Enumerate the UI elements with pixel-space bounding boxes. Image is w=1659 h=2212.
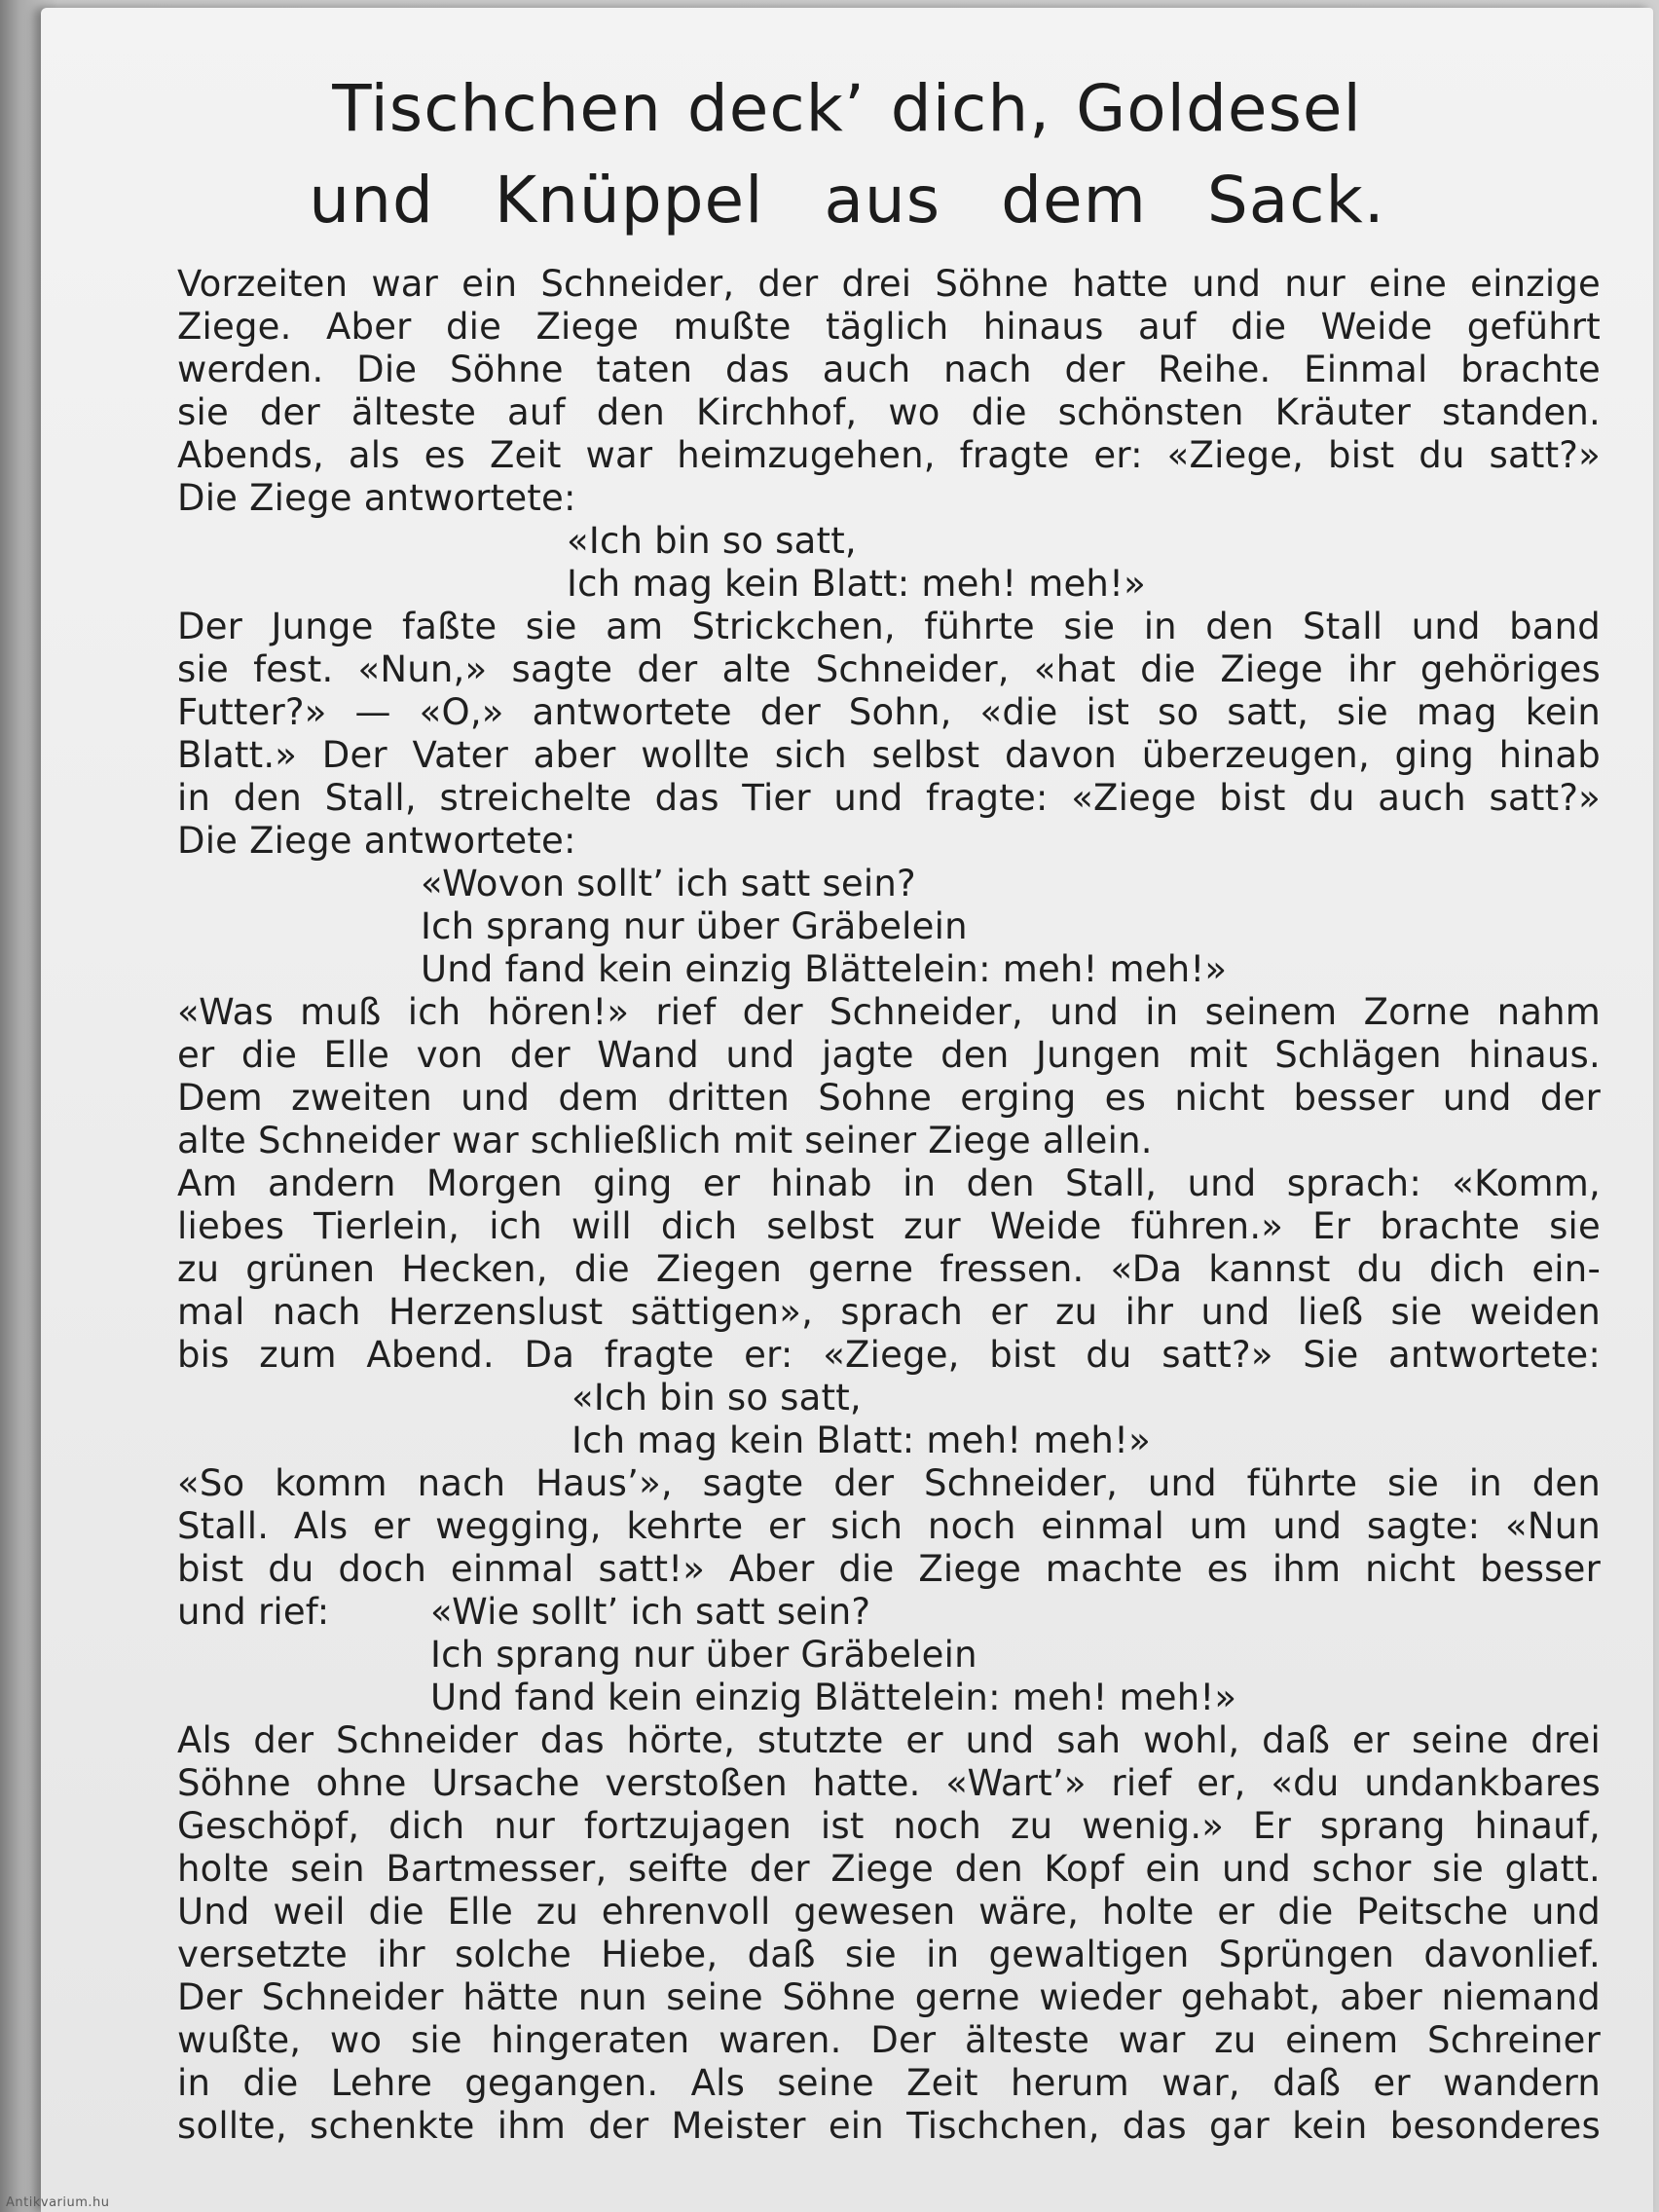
- text-line: Der Schneider hätte nun seine Söhne gerne wieder gehabt, aber niemand: [177, 1976, 1601, 2018]
- watermark: Antikvarium.hu: [6, 2195, 110, 2210]
- text-line: sie der älteste auf den Kirchhof, wo die schönsten Kräuter standen.: [177, 391, 1601, 433]
- text-line: Vorzeiten war ein Schneider, der drei Söhne hatte und nur eine einzige: [177, 263, 1601, 305]
- text-line: und rief:: [177, 1591, 330, 1633]
- text-line: er die Elle von der Wand und jagte den Jungen mit Schlägen hinaus.: [177, 1034, 1601, 1076]
- verse-line: Ich mag kein Blatt: meh! meh!»: [567, 563, 1146, 605]
- text-line: Blatt.» Der Vater aber wollte sich selbst davon überzeugen, ging hinab: [177, 734, 1601, 776]
- text-line: Futter?» — «O,» antwortete der Sohn, «die ist so satt, sie mag kein: [177, 691, 1601, 733]
- text-line: liebes Tierlein, ich will dich selbst zur Weide führen.» Er brachte sie: [177, 1205, 1601, 1247]
- text-line: Stall. Als er wegging, kehrte er sich noch einmal um und sagte: «Nun: [177, 1505, 1601, 1547]
- verse-line: «Wovon sollt’ ich satt sein?: [421, 863, 916, 904]
- verse-line: «Wie sollt’ ich satt sein?: [430, 1591, 871, 1633]
- text-line: Dem zweiten und dem dritten Sohne erging es nicht besser und der: [177, 1077, 1601, 1119]
- text-line: versetzte ihr solche Hiebe, daß sie in gewaltigen Sprüngen davonlief.: [177, 1934, 1601, 1975]
- text-line: Am andern Morgen ging er hinab in den Stall, und sprach: «Komm,: [177, 1162, 1601, 1204]
- text-line: mal nach Herzenslust sättigen», sprach er zu ihr und ließ sie weiden: [177, 1291, 1601, 1333]
- text-line: Die Ziege antwortete:: [177, 477, 576, 519]
- verse-line: «Ich bin so satt,: [571, 1377, 862, 1419]
- text-line: Geschöpf, dich nur fortzujagen ist noch zu wenig.» Er sprang hinauf,: [177, 1805, 1601, 1847]
- title-line-2: und Knüppel aus dem Sack.: [309, 163, 1385, 238]
- verse-line: Und fand kein einzig Blättelein: meh! meh!»: [421, 948, 1228, 990]
- text-line: Der Junge faßte sie am Strickchen, führte sie in den Stall und band: [177, 606, 1601, 647]
- verse-line: Ich sprang nur über Gräbelein: [421, 905, 968, 947]
- text-line: in den Stall, streichelte das Tier und fragte: «Ziege bist du auch satt?»: [177, 777, 1601, 819]
- text-line: werden. Die Söhne taten das auch nach der Reihe. Einmal brachte: [177, 349, 1601, 390]
- text-line: Als der Schneider das hörte, stutzte er und sah wohl, daß er seine drei: [177, 1719, 1601, 1761]
- book-page: [41, 8, 1653, 2212]
- text-line: Und weil die Elle zu ehrenvoll gewesen wäre, holte er die Peitsche und: [177, 1891, 1601, 1933]
- text-line: Abends, als es Zeit war heimzugehen, fragte er: «Ziege, bist du satt?»: [177, 434, 1601, 476]
- text-line: bis zum Abend. Da fragte er: «Ziege, bist du satt?» Sie antwortete:: [177, 1334, 1601, 1376]
- text-line: «Was muß ich hören!» rief der Schneider, und in seinem Zorne nahm: [177, 991, 1601, 1033]
- verse-line: «Ich bin so satt,: [567, 520, 857, 562]
- text-line: in die Lehre gegangen. Als seine Zeit herum war, daß er wandern: [177, 2062, 1601, 2104]
- text-line: alte Schneider war schließlich mit seiner Ziege allein.: [177, 1120, 1153, 1161]
- verse-line: Ich mag kein Blatt: meh! meh!»: [571, 1419, 1151, 1461]
- text-line: «So komm nach Haus’», sagte der Schneider, und führte sie in den: [177, 1462, 1601, 1504]
- text-line: holte sein Bartmesser, seifte der Ziege den Kopf ein und schor sie glatt.: [177, 1848, 1601, 1890]
- text-line: sollte, schenkte ihm der Meister ein Tischchen, das gar kein besonderes: [177, 2105, 1601, 2147]
- text-line: Söhne ohne Ursache verstoßen hatte. «Wart’» rief er, «du undankbares: [177, 1762, 1601, 1804]
- text-line: zu grünen Hecken, die Ziegen gerne fressen. «Da kannst du dich ein-: [177, 1248, 1601, 1290]
- text-line: wußte, wo sie hingeraten waren. Der älteste war zu einem Schreiner: [177, 2019, 1601, 2061]
- text-line: bist du doch einmal satt!» Aber die Ziege machte es ihm nicht besser: [177, 1548, 1601, 1590]
- text-line: Ziege. Aber die Ziege mußte täglich hinaus auf die Weide geführt: [177, 306, 1601, 348]
- title-line-1: Tischchen deck’ dich, Goldesel: [332, 71, 1362, 146]
- text-line: Die Ziege antwortete:: [177, 820, 576, 862]
- verse-line: Ich sprang nur über Gräbelein: [430, 1634, 977, 1676]
- text-line: sie fest. «Nun,» sagte der alte Schneider, «hat die Ziege ihr gehöriges: [177, 648, 1601, 690]
- verse-line: Und fand kein einzig Blättelein: meh! meh!»: [430, 1677, 1237, 1718]
